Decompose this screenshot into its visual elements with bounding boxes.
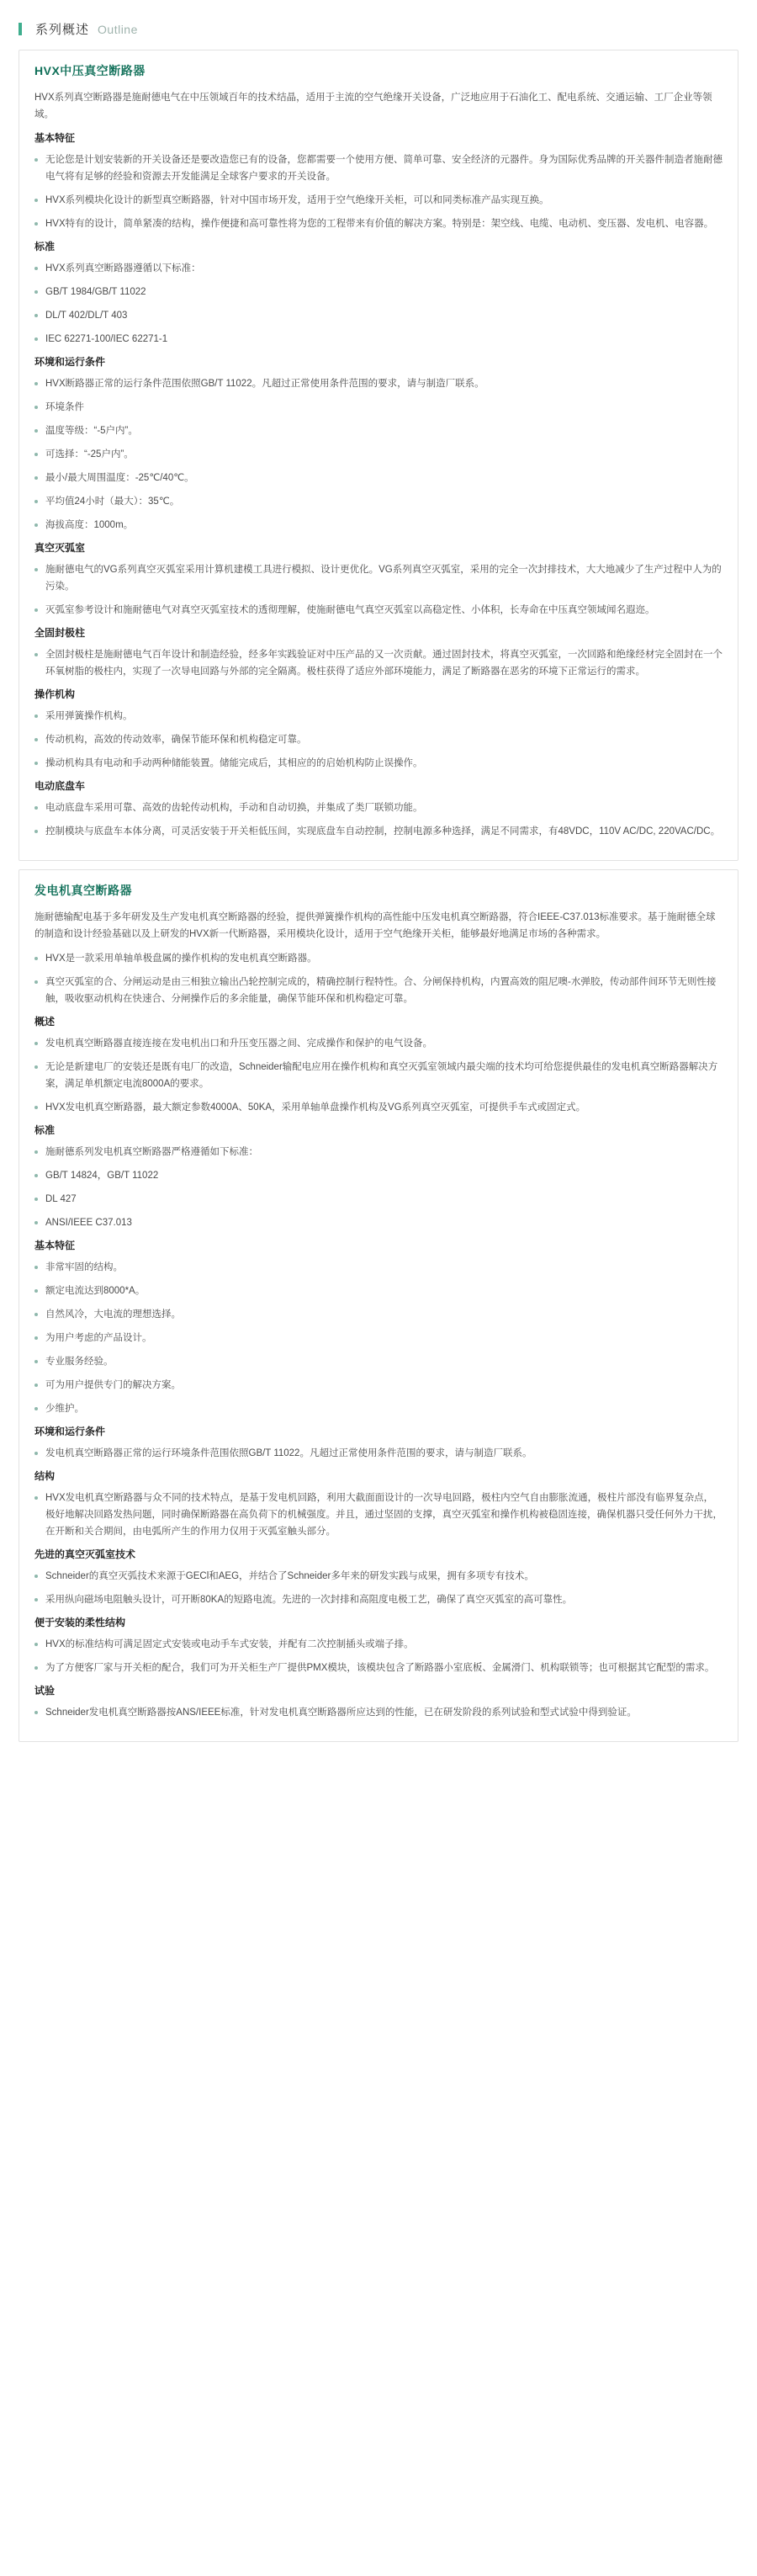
environment-list — [34, 1445, 723, 1462]
list-item: ANSI/IEEE C37.013 — [34, 1214, 723, 1231]
group-title: 全固封极柱 — [34, 627, 86, 639]
flexible-structure-list — [34, 1636, 723, 1676]
group-title: 电动底盘车 — [34, 780, 86, 792]
list-item: 发电机真空断路器直接连接在发电机出口和升压变压器之间、完成操作和保护的电气设备。 — [34, 1035, 723, 1052]
section-intro: 施耐德输配电基于多年研发及生产发电机真空断路器的经验，提供弹簧操作机构的高性能中压发电机真空断路器，符合IEEE-C37.013标准要求。基于施耐德全球的制造和设计经验基础以及上研发的HVX新一代断路器，采用模块化设计，适用于空气绝缘开关柜，能够最好地满足市场的各种需求。 — [34, 912, 716, 939]
list-item: DL/T 402/DL/T 403 — [34, 307, 723, 324]
list-item: 环境条件 — [34, 399, 723, 416]
list-item: Schneider的真空灭弧技术来源于GECl和AEG，并结合了Schneider多年来的研发实践与成果，拥有多项专有技术。 — [34, 1568, 723, 1585]
group-title: 基本特征 — [34, 1240, 76, 1251]
section-generator-breaker — [19, 869, 738, 1742]
list-item: 施耐德电气的VG系列真空灭弧室采用计算机建模工具进行模拟、设计更优化。VG系列真空灭弧室，采用的完全一次封排技术，大大地减少了生产过程中人为的污染。 — [34, 561, 723, 595]
list-item: HVX是一款采用单轴单极盘属的操作机构的发电机真空断路器。 — [34, 950, 723, 967]
standards-list — [34, 284, 723, 348]
list-item: 全固封极柱是施耐德电气百年设计和制造经验，经多年实践验证对中压产品的又一次贡献。通过固封技术，将真空灭弧室，一次回路和绝缘经材完全固封在一个环氧树脂的极柱内，实现了一次导电回路与外部的完全隔离。极柱获得了适应外部环境能力，满足了断路器在恶劣的环境下正常运行的需求。 — [34, 646, 723, 680]
group-environment-conditions — [34, 1424, 723, 1462]
operating-mechanism-list — [34, 708, 723, 772]
page-subtitle: Outline — [98, 23, 138, 36]
overview-list — [34, 1035, 723, 1116]
list-item: 额定电流达到8000*A。 — [34, 1283, 723, 1299]
page-header — [19, 15, 738, 50]
list-item: 为用户考虑的产品设计。 — [34, 1330, 723, 1346]
list-item: 电动底盘车采用可靠、高效的齿轮传动机构，手动和自动切换，并集成了类厂联锁功能。 — [34, 799, 723, 816]
environment-intro-list — [34, 375, 723, 392]
structure-list — [34, 1490, 723, 1540]
list-item: HVX断路器正常的运行条件范围依照GB/T 11022。凡超过正常使用条件范围的要求，请与制造厂联系。 — [34, 375, 723, 392]
list-item: 操动机构具有电动和手动两种储能装置。储能完成后，其相应的的启始机构防止误操作。 — [34, 755, 723, 772]
list-item: HVX特有的设计，简单紧凑的结构，操作便捷和高可靠性将为您的工程带来有价值的解决方案。特别是：架空线、电缆、电动机、变压器、发电机、电容器。 — [34, 215, 723, 232]
group-basic-features — [34, 1238, 723, 1417]
group-title: 便于安装的柔性结构 — [34, 1617, 126, 1628]
list-item: 非常牢固的结构。 — [34, 1259, 723, 1276]
list-item: 最小/最大周围温度：-25℃/40℃。 — [34, 470, 723, 486]
vacuum-interrupter-list — [34, 561, 723, 619]
standards-intro-list — [34, 260, 723, 277]
accent-bar-icon — [19, 23, 22, 35]
feature-list — [34, 151, 723, 232]
list-item: 无论您是计划安装新的开关设备还是要改造您已有的设备，您都需要一个使用方便、简单可靠、安全经济的元器件。身为国际优秀品牌的开关器件制造者施耐德电气将有足够的经验和资源去开发能满足全球客户要求的开关设备。 — [34, 151, 723, 185]
list-item: 控制模块与底盘车本体分离，可灵活安装于开关柜低压间，实现底盘车自动控制，控制电源多种选择，满足不同需求，有48VDC，110V AC/DC, 220VAC/DC。 — [34, 823, 723, 840]
generator-intro-list — [34, 950, 723, 1007]
list-item: 发电机真空断路器正常的运行环境条件范围依照GB/T 11022。凡超过正常使用条件范围的要求，请与制造厂联系。 — [34, 1445, 723, 1462]
list-item: 为了方便客厂家与开关柜的配合，我们可为开关柜生产厂提供PMX模块，该模块包含了断路器小室底板、金属滑门、机构联锁等；也可根据其它配型的需求。 — [34, 1660, 723, 1676]
list-item: 真空灭弧室的合、分闸运动是由三相独立输出凸轮控制完成的，精确控制行程特性。合、分闸保持机构，内置高效的阻尼噢-水弹胶，传动部件间环节无则性接触，吸收驱动机构在快速合、分闸操作后的多余能量，确保节能环保和机构稳定可靠。 — [34, 974, 723, 1007]
section-title: HVX中压真空断路器 — [34, 64, 146, 77]
group-standards — [34, 1123, 723, 1231]
list-item: 可为用户提供专门的解决方案。 — [34, 1377, 723, 1394]
section-intro: HVX系列真空断路器是施耐德电气在中压领域百年的技术结晶，适用于主流的空气绝缘开关设备，广泛地应用于石油化工、配电系统、交通运输、工厂企业等领域。 — [34, 93, 712, 120]
list-item: HVX发电机真空断路器，最大额定参数4000A、50KA，采用单轴单盘操作机构及VG系列真空灭弧室，可提供手车式或固定式。 — [34, 1099, 723, 1116]
list-item: HVX的标准结构可满足固定式安装或电动手车式安装，并配有二次控制插头或端子排。 — [34, 1636, 723, 1653]
list-item: 少维护。 — [34, 1400, 723, 1417]
section-hvx-mv-breaker — [19, 50, 738, 861]
group-motorized-truck — [34, 778, 723, 840]
list-item: HVX系列模块化设计的新型真空断路器，针对中国市场开发，适用于空气绝缘开关柜，可以和同类标准产品实现互换。 — [34, 192, 723, 209]
list-item: HVX系列真空断路器遵循以下标准： — [34, 260, 723, 277]
list-item: GB/T 1984/GB/T 11022 — [34, 284, 723, 300]
group-vacuum-interrupter — [34, 540, 723, 619]
list-item: HVX发电机真空断路器与众不同的技术特点，是基于发电机回路，利用大截面面设计的一次导电回路，极柱内空气自由膨胀流通，极柱片部没有临界复杂点，极好地解决回路发热问题，同时确保断路器在高负荷下的机械强度。并且，通过坚固的支撑，真空灭弧室和操作机构被稳固连接，确保机器只受任何外力干扰，在开断和关合期间，由电弧所产生的作用力仅用于灭弧室触头部分。 — [34, 1490, 723, 1540]
group-title: 标准 — [34, 241, 56, 252]
basic-features-list — [34, 1259, 723, 1417]
standards-list — [34, 1167, 723, 1231]
section-title: 发电机真空断路器 — [34, 884, 132, 897]
list-item: 可选择：“-25户内”。 — [34, 446, 723, 463]
environment-detail-list — [34, 399, 723, 534]
group-structure — [34, 1469, 723, 1540]
list-item: 灭弧室参考设计和施耐德电气对真空灭弧室技术的透彻理解，使施耐德电气真空灭弧室以高稳定性、小体积，长寿命在中压真空领域闻名遐迩。 — [34, 602, 723, 619]
group-environment-conditions — [34, 354, 723, 534]
advanced-vacuum-tech-list — [34, 1568, 723, 1608]
group-operating-mechanism — [34, 687, 723, 772]
group-title: 先进的真空灭弧室技术 — [34, 1548, 136, 1560]
list-item: IEC 62271-100/IEC 62271-1 — [34, 331, 723, 348]
list-item: 专业服务经验。 — [34, 1353, 723, 1370]
list-item: 施耐德系列发电机真空断路器严格遵循如下标准： — [34, 1144, 723, 1161]
list-item: 平均值24小时（最大）：35℃。 — [34, 493, 723, 510]
list-item: DL 427 — [34, 1191, 723, 1208]
group-standards — [34, 239, 723, 348]
group-title: 真空灭弧室 — [34, 542, 86, 554]
group-title: 标准 — [34, 1124, 56, 1136]
list-item: 自然风冷，大电流的理想选择。 — [34, 1306, 723, 1323]
group-title: 概述 — [34, 1016, 56, 1028]
embedded-pole-list — [34, 646, 723, 680]
group-title: 结构 — [34, 1470, 56, 1482]
group-tests — [34, 1683, 723, 1721]
page-title: 系列概述 — [35, 23, 90, 37]
group-basic-features — [34, 130, 723, 232]
group-title: 环境和运行条件 — [34, 1426, 106, 1437]
list-item: 无论是新建电厂的安装还是既有电厂的改造，Schneider输配电应用在操作机构和真空灭弧室领域内最尖端的技术均可给您提供最佳的发电机真空断路器解决方案，满足单机额定电流8000A的要求。 — [34, 1059, 723, 1092]
list-item: 海拔高度：1000m。 — [34, 517, 723, 534]
list-item: 传动机构，高效的传动效率，确保节能环保和机构稳定可靠。 — [34, 731, 723, 748]
group-overview — [34, 1014, 723, 1116]
group-title: 操作机构 — [34, 688, 76, 700]
standards-intro-list — [34, 1144, 723, 1161]
group-flexible-structure — [34, 1615, 723, 1676]
motorized-truck-list — [34, 799, 723, 840]
group-title: 环境和运行条件 — [34, 356, 106, 368]
list-item: 采用纵向磁场电阻触头设计，可开断80KA的短路电流。先进的一次封排和高阻度电极工艺，确保了真空灭弧室的高可靠性。 — [34, 1591, 723, 1608]
group-advanced-vacuum-tech — [34, 1547, 723, 1608]
list-item: 采用弹簧操作机构。 — [34, 708, 723, 725]
group-generator-overview-bullets — [34, 950, 723, 1007]
group-title: 基本特征 — [34, 132, 76, 144]
tests-list — [34, 1704, 723, 1721]
list-item: 温度等级：“-5户内”。 — [34, 422, 723, 439]
group-embedded-pole — [34, 625, 723, 680]
list-item: Schneider发电机真空断路器按ANS/IEEE标准，针对发电机真空断路器所应达到的性能，已在研发阶段的系列试验和型式试验中得到验证。 — [34, 1704, 723, 1721]
group-title: 试验 — [34, 1685, 56, 1697]
list-item: GB/T 14824，GB/T 11022 — [34, 1167, 723, 1184]
